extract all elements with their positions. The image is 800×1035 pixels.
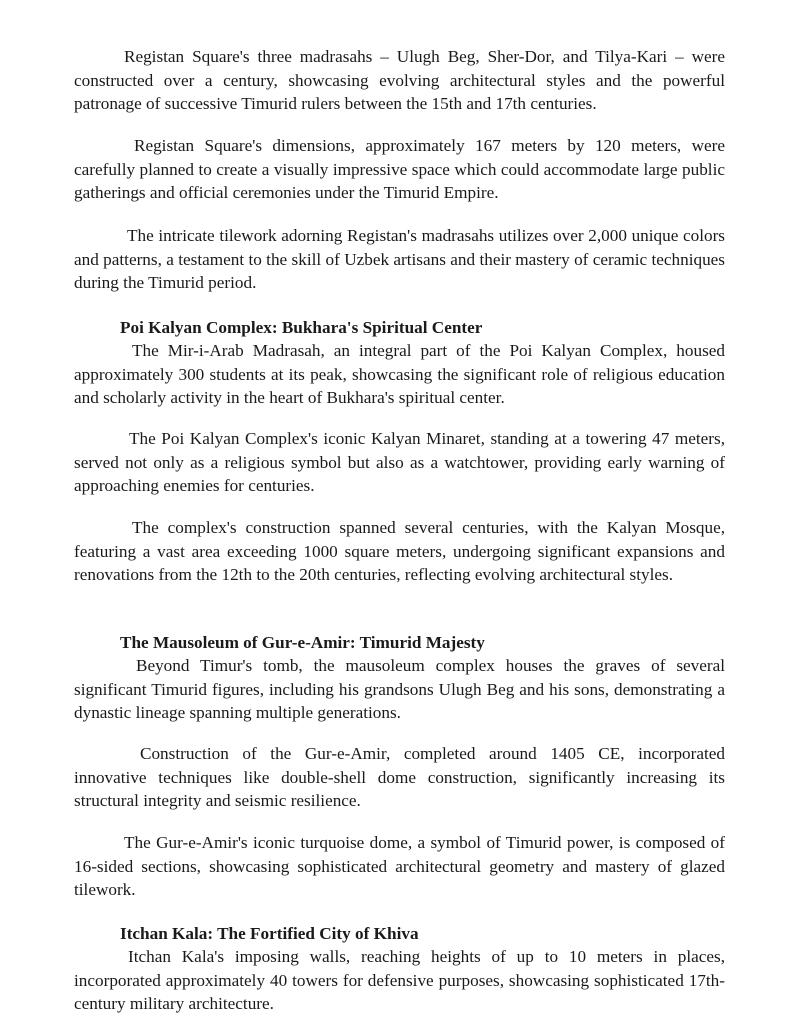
- paragraph-kalyan-mosque: The complex's construction spanned several centuries, with the Kalyan Mosque, featuring a vast area exceeding 1000 square meters, undergoing significant expansions and renovations from the 12th to the 20th centuries, reflecting evolving architectural styles.: [74, 518, 725, 584]
- paragraph-gur-e-amir-construction: Construction of the Gur-e-Amir, completed around 1405 CE, incorporated innovative techniques like double-shell dome construction, significantly increasing its structural integrity and seismic resilience.: [74, 744, 725, 810]
- section-heading-poi-kalyan: Poi Kalyan Complex: Bukhara's Spiritual Center: [120, 318, 483, 337]
- paragraph-gur-e-amir-dome: The Gur-e-Amir's iconic turquoise dome, a symbol of Timurid power, is composed of 16-sided sections, showcasing sophisticated architectural geometry and mastery of glazed tilework.: [74, 833, 725, 899]
- section-heading-gur-e-amir: The Mausoleum of Gur-e-Amir: Timurid Majesty: [120, 633, 485, 652]
- section-heading-itchan-kala: Itchan Kala: The Fortified City of Khiva: [120, 924, 419, 943]
- paragraph-itchan-kala-walls: Itchan Kala's imposing walls, reaching heights of up to 10 meters in places, incorporated approximately 40 towers for defensive purposes, showcasing sophisticated 17th-century military architecture.: [74, 947, 725, 1013]
- paragraph-kalyan-minaret: The Poi Kalyan Complex's iconic Kalyan Minaret, standing at a towering 47 meters, served not only as a religious symbol but also as a watchtower, providing early warning of approaching enemies for centuries.: [74, 429, 725, 495]
- paragraph-registan-dimensions: Registan Square's dimensions, approximately 167 meters by 120 meters, were carefully planned to create a visually impressive space which could accommodate large public gatherings and official ceremonies under the Timurid Empire.: [74, 136, 725, 202]
- paragraph-registan-tilework: The intricate tilework adorning Registan's madrasahs utilizes over 2,000 unique colors and patterns, a testament to the skill of Uzbek artisans and their mastery of ceramic techniques during the Timurid period.: [74, 226, 725, 292]
- paragraph-gur-e-amir-graves: Beyond Timur's tomb, the mausoleum complex houses the graves of several significant Timurid figures, including his grandsons Ulugh Beg and his sons, demonstrating a dynastic lineage spanning multiple generations.: [74, 656, 725, 722]
- paragraph-registan-madrasahs: Registan Square's three madrasahs – Ulugh Beg, Sher-Dor, and Tilya-Kari – were constructed over a century, showcasing evolving architectural styles and the powerful patronage of successive Timurid rulers between the 15th and 17th centuries.: [74, 47, 725, 113]
- paragraph-mir-i-arab: The Mir-i-Arab Madrasah, an integral part of the Poi Kalyan Complex, housed approximately 300 students at its peak, showcasing the significant role of religious education and scholarly activity in the heart of Bukhara's spiritual center.: [74, 341, 725, 407]
